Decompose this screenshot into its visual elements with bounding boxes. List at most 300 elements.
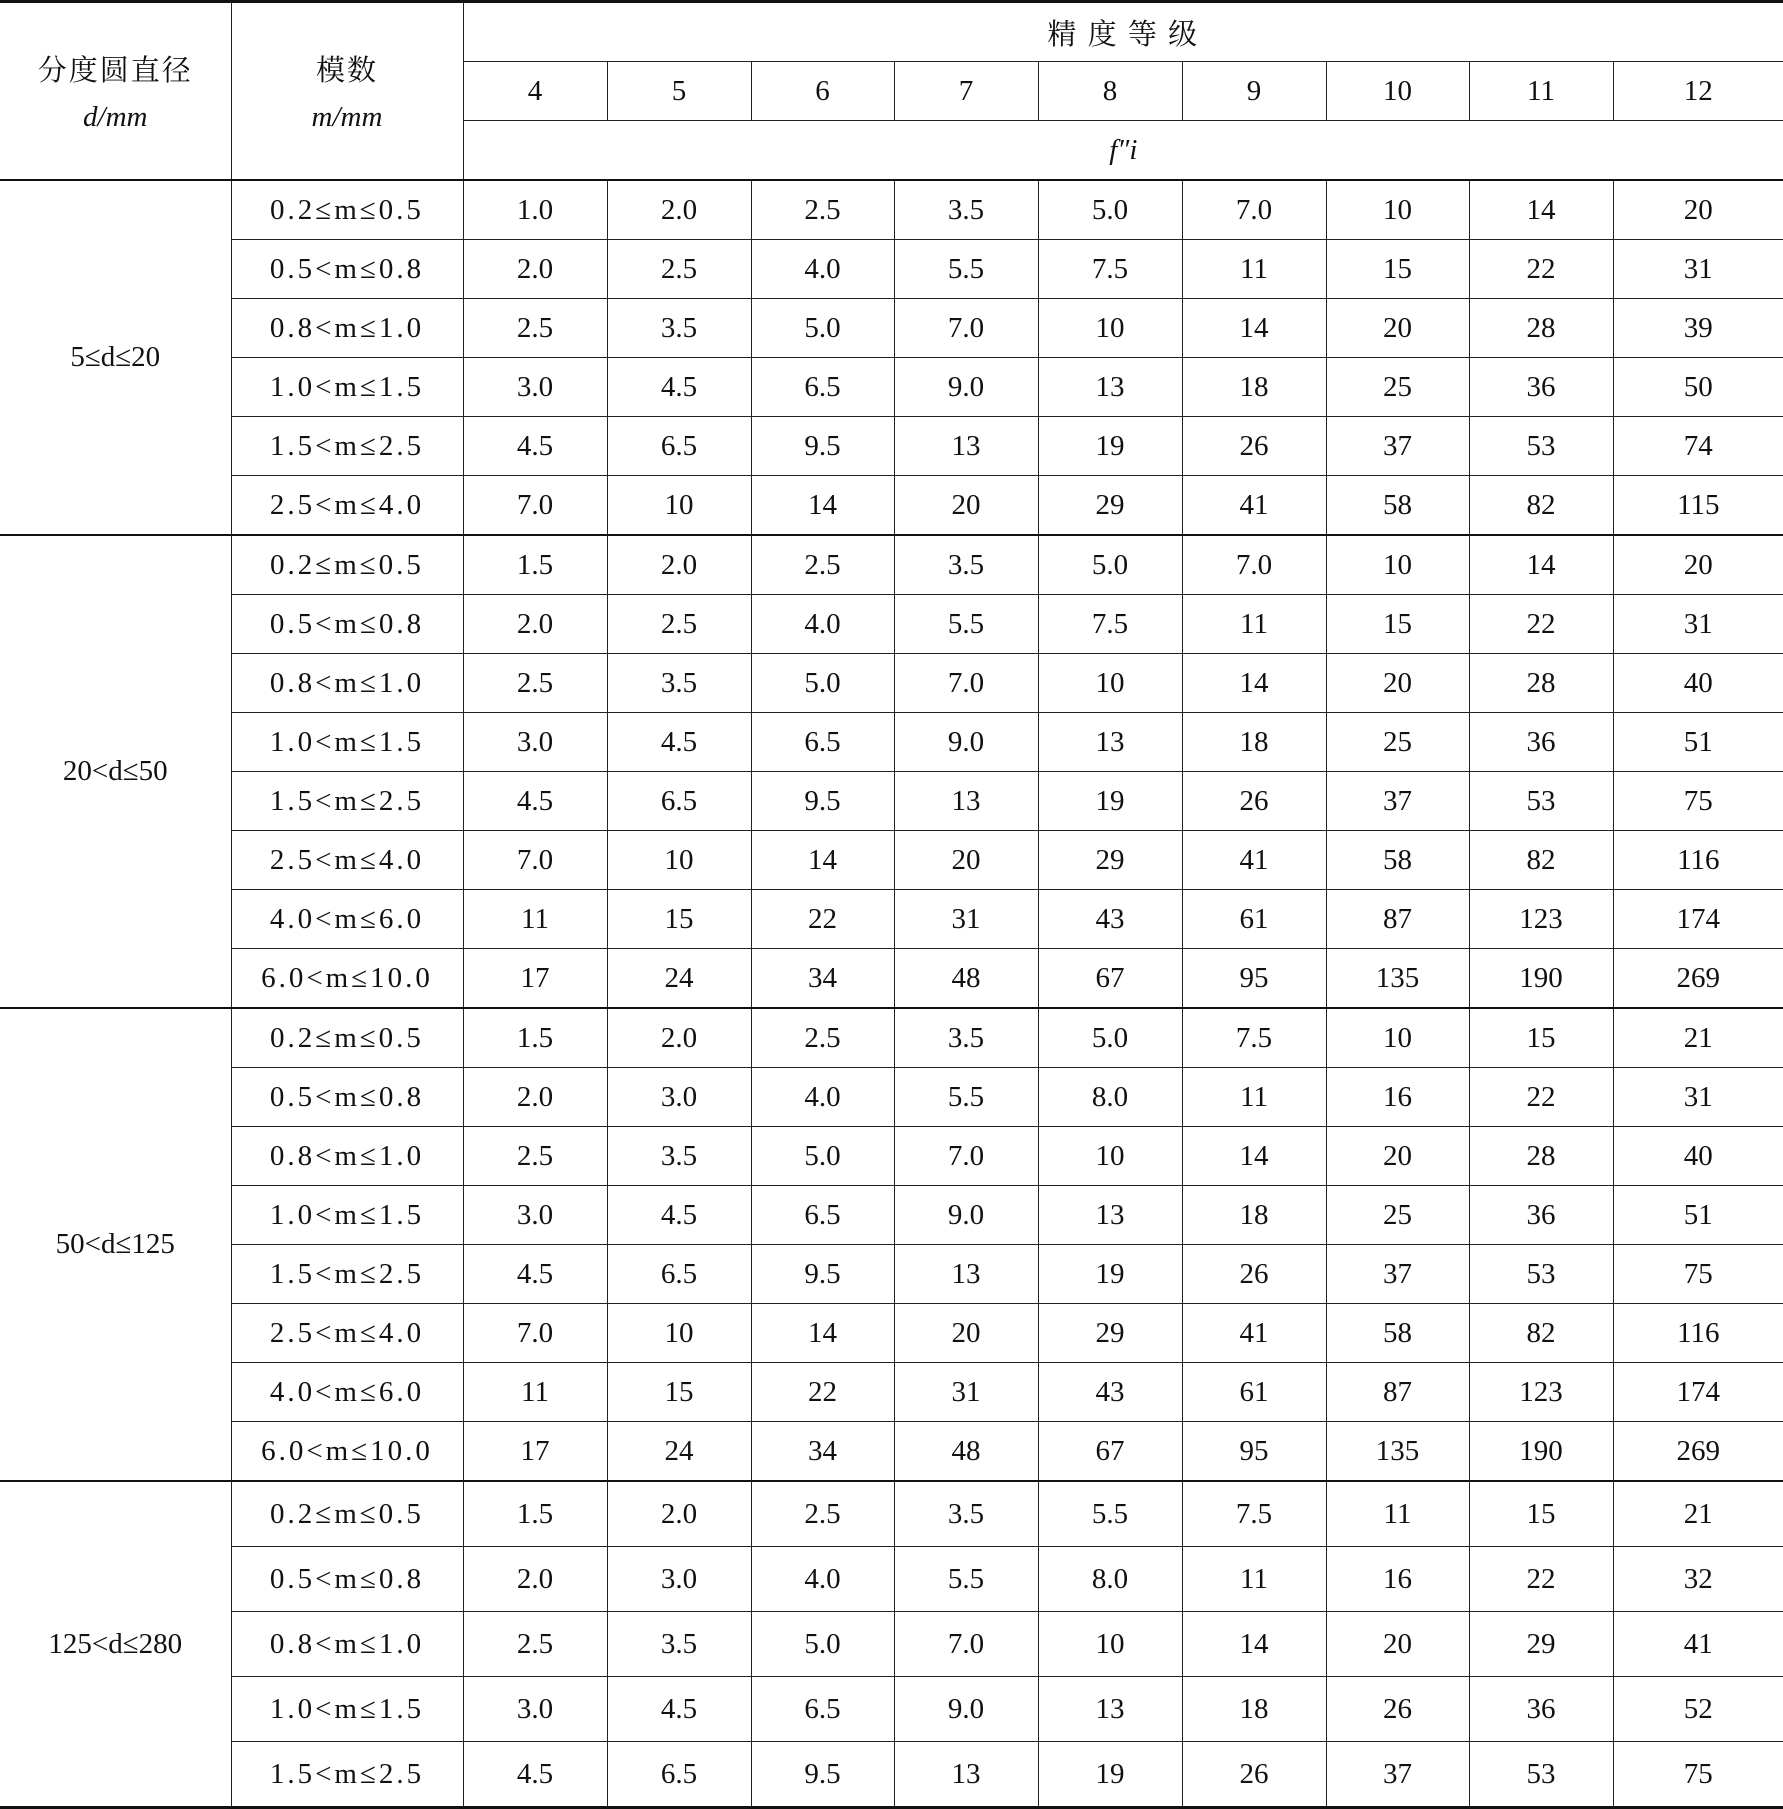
value-cell: 1.5: [463, 1481, 607, 1547]
value-cell: 10: [1326, 535, 1469, 595]
value-cell: 61: [1182, 890, 1326, 949]
value-cell: 4.0: [751, 240, 894, 299]
value-cell: 2.5: [607, 595, 751, 654]
value-cell: 58: [1326, 476, 1469, 536]
value-cell: 4.5: [607, 1186, 751, 1245]
value-cell: 10: [1038, 299, 1182, 358]
table-row: [0, 595, 1783, 654]
value-cell: 39: [1613, 299, 1783, 358]
table-row: [0, 1245, 1783, 1304]
value-cell: 41: [1182, 476, 1326, 536]
value-cell: 2.0: [463, 1068, 607, 1127]
value-cell: 6.5: [751, 1186, 894, 1245]
value-cell: 1.0: [463, 180, 607, 240]
value-cell: 3.5: [607, 1612, 751, 1677]
module-range: 0.2≤m≤0.5: [231, 180, 463, 240]
value-cell: 3.5: [607, 654, 751, 713]
value-cell: 135: [1326, 949, 1469, 1009]
table-row: [0, 1068, 1783, 1127]
value-cell: 18: [1182, 358, 1326, 417]
value-cell: 4.0: [751, 595, 894, 654]
value-cell: 5.5: [894, 595, 1038, 654]
value-cell: 4.5: [607, 358, 751, 417]
value-cell: 2.0: [463, 595, 607, 654]
diameter-range: 125<d≤280: [0, 1481, 231, 1808]
table-row: [0, 1481, 1783, 1547]
value-cell: 37: [1326, 417, 1469, 476]
value-cell: 10: [1038, 1612, 1182, 1677]
value-cell: 9.0: [894, 713, 1038, 772]
value-cell: 29: [1038, 831, 1182, 890]
value-cell: 2.0: [463, 1547, 607, 1612]
grade-11: 11: [1469, 62, 1613, 121]
value-cell: 3.5: [894, 535, 1038, 595]
value-cell: 95: [1182, 949, 1326, 1009]
table-row: [0, 180, 1783, 240]
value-cell: 2.0: [607, 535, 751, 595]
value-cell: 174: [1613, 890, 1783, 949]
value-cell: 11: [1326, 1481, 1469, 1547]
value-cell: 6.5: [751, 713, 894, 772]
value-cell: 2.5: [751, 1481, 894, 1547]
value-cell: 19: [1038, 1742, 1182, 1808]
module-range: 2.5<m≤4.0: [231, 1304, 463, 1363]
value-cell: 15: [1469, 1008, 1613, 1068]
table-row: [0, 1008, 1783, 1068]
value-cell: 36: [1469, 1186, 1613, 1245]
value-cell: 20: [1613, 180, 1783, 240]
value-cell: 2.0: [607, 1481, 751, 1547]
value-cell: 82: [1469, 476, 1613, 536]
value-cell: 29: [1038, 476, 1182, 536]
value-cell: 7.5: [1182, 1481, 1326, 1547]
value-cell: 20: [1613, 535, 1783, 595]
value-cell: 31: [894, 1363, 1038, 1422]
module-range: 0.2≤m≤0.5: [231, 1008, 463, 1068]
value-cell: 2.5: [607, 240, 751, 299]
value-cell: 135: [1326, 1422, 1469, 1482]
value-cell: 9.5: [751, 772, 894, 831]
value-cell: 14: [751, 476, 894, 536]
value-cell: 16: [1326, 1547, 1469, 1612]
value-cell: 9.0: [894, 1677, 1038, 1742]
grade-7: 7: [894, 62, 1038, 121]
value-cell: 14: [1182, 1127, 1326, 1186]
value-cell: 34: [751, 1422, 894, 1482]
value-cell: 53: [1469, 1742, 1613, 1808]
table-row: [0, 949, 1783, 1009]
value-cell: 7.0: [1182, 180, 1326, 240]
value-cell: 16: [1326, 1068, 1469, 1127]
module-range: 0.8<m≤1.0: [231, 654, 463, 713]
table-row: [0, 1742, 1783, 1808]
value-cell: 20: [1326, 1127, 1469, 1186]
value-cell: 14: [1182, 1612, 1326, 1677]
module-range: 2.5<m≤4.0: [231, 831, 463, 890]
value-cell: 15: [1326, 595, 1469, 654]
module-range: 2.5<m≤4.0: [231, 476, 463, 536]
value-cell: 3.5: [607, 299, 751, 358]
grade-5: 5: [607, 62, 751, 121]
table-row: [0, 1422, 1783, 1482]
value-cell: 2.0: [607, 1008, 751, 1068]
value-cell: 53: [1469, 772, 1613, 831]
value-cell: 7.0: [894, 1612, 1038, 1677]
value-cell: 48: [894, 1422, 1038, 1482]
diameter-range: 20<d≤50: [0, 535, 231, 1008]
value-cell: 14: [1182, 299, 1326, 358]
value-cell: 15: [1326, 240, 1469, 299]
value-cell: 24: [607, 949, 751, 1009]
value-cell: 2.5: [751, 180, 894, 240]
value-cell: 3.5: [607, 1127, 751, 1186]
value-cell: 13: [1038, 713, 1182, 772]
value-cell: 5.5: [894, 1068, 1038, 1127]
value-cell: 5.0: [751, 654, 894, 713]
value-cell: 11: [463, 1363, 607, 1422]
value-cell: 3.0: [607, 1547, 751, 1612]
table-row: [0, 890, 1783, 949]
value-cell: 11: [1182, 595, 1326, 654]
value-cell: 14: [751, 1304, 894, 1363]
value-cell: 26: [1182, 417, 1326, 476]
value-cell: 6.5: [751, 358, 894, 417]
value-cell: 36: [1469, 713, 1613, 772]
value-cell: 3.5: [894, 1481, 1038, 1547]
table-row: [0, 476, 1783, 536]
value-cell: 15: [607, 890, 751, 949]
value-cell: 6.5: [607, 417, 751, 476]
value-cell: 1.5: [463, 535, 607, 595]
value-cell: 190: [1469, 1422, 1613, 1482]
value-cell: 3.5: [894, 180, 1038, 240]
value-cell: 3.0: [463, 713, 607, 772]
value-cell: 29: [1469, 1612, 1613, 1677]
module-range: 0.8<m≤1.0: [231, 299, 463, 358]
module-range: 4.0<m≤6.0: [231, 1363, 463, 1422]
value-cell: 52: [1613, 1677, 1783, 1742]
value-cell: 269: [1613, 949, 1783, 1009]
value-cell: 116: [1613, 1304, 1783, 1363]
module-range: 1.0<m≤1.5: [231, 1186, 463, 1245]
value-cell: 10: [1326, 1008, 1469, 1068]
value-cell: 82: [1469, 1304, 1613, 1363]
value-cell: 37: [1326, 1245, 1469, 1304]
header-grade: 精 度 等 级: [463, 2, 1783, 62]
value-cell: 3.0: [463, 1186, 607, 1245]
value-cell: 25: [1326, 1186, 1469, 1245]
value-cell: 11: [1182, 240, 1326, 299]
value-cell: 51: [1613, 1186, 1783, 1245]
value-cell: 17: [463, 949, 607, 1009]
value-cell: 48: [894, 949, 1038, 1009]
header-diameter: [0, 2, 231, 181]
value-cell: 53: [1469, 1245, 1613, 1304]
table-row: [0, 772, 1783, 831]
module-range: 1.0<m≤1.5: [231, 358, 463, 417]
diameter-range: 5≤d≤20: [0, 180, 231, 535]
value-cell: 13: [1038, 358, 1182, 417]
value-cell: 61: [1182, 1363, 1326, 1422]
value-cell: 7.0: [463, 1304, 607, 1363]
module-range: 1.5<m≤2.5: [231, 417, 463, 476]
table-row: [0, 417, 1783, 476]
module-range: 1.0<m≤1.5: [231, 713, 463, 772]
value-cell: 2.5: [463, 299, 607, 358]
table-row: [0, 240, 1783, 299]
value-cell: 10: [607, 831, 751, 890]
value-cell: 9.0: [894, 358, 1038, 417]
value-cell: 28: [1469, 1127, 1613, 1186]
value-cell: 10: [1326, 180, 1469, 240]
value-cell: 95: [1182, 1422, 1326, 1482]
value-cell: 20: [1326, 654, 1469, 713]
value-cell: 11: [1182, 1068, 1326, 1127]
value-cell: 37: [1326, 1742, 1469, 1808]
header-diameter-unit: d/mm: [83, 101, 148, 133]
module-range: 1.0<m≤1.5: [231, 1677, 463, 1742]
value-cell: 26: [1182, 1245, 1326, 1304]
value-cell: 13: [894, 772, 1038, 831]
value-cell: 19: [1038, 772, 1182, 831]
value-cell: 3.5: [894, 1008, 1038, 1068]
value-cell: 11: [463, 890, 607, 949]
value-cell: 14: [751, 831, 894, 890]
value-cell: 123: [1469, 1363, 1613, 1422]
header-symbol: f″i: [463, 121, 1783, 181]
value-cell: 190: [1469, 949, 1613, 1009]
value-cell: 87: [1326, 890, 1469, 949]
value-cell: 17: [463, 1422, 607, 1482]
value-cell: 5.0: [751, 1612, 894, 1677]
value-cell: 43: [1038, 890, 1182, 949]
module-range: 0.2≤m≤0.5: [231, 535, 463, 595]
value-cell: 7.0: [463, 476, 607, 536]
value-cell: 28: [1469, 654, 1613, 713]
grade-10: 10: [1326, 62, 1469, 121]
value-cell: 31: [894, 890, 1038, 949]
grade-8: 8: [1038, 62, 1182, 121]
value-cell: 22: [751, 890, 894, 949]
value-cell: 7.5: [1038, 595, 1182, 654]
value-cell: 4.5: [463, 772, 607, 831]
value-cell: 22: [1469, 595, 1613, 654]
value-cell: 2.0: [607, 180, 751, 240]
value-cell: 20: [894, 1304, 1038, 1363]
table-row: [0, 654, 1783, 713]
value-cell: 22: [751, 1363, 894, 1422]
grade-4: 4: [463, 62, 607, 121]
value-cell: 4.5: [463, 417, 607, 476]
module-range: 1.5<m≤2.5: [231, 1245, 463, 1304]
module-range: 0.5<m≤0.8: [231, 1068, 463, 1127]
value-cell: 13: [1038, 1677, 1182, 1742]
value-cell: 7.0: [894, 299, 1038, 358]
value-cell: 2.5: [751, 535, 894, 595]
value-cell: 2.5: [463, 654, 607, 713]
value-cell: 5.0: [1038, 180, 1182, 240]
value-cell: 32: [1613, 1547, 1783, 1612]
value-cell: 40: [1613, 1127, 1783, 1186]
value-cell: 269: [1613, 1422, 1783, 1482]
value-cell: 20: [1326, 299, 1469, 358]
value-cell: 19: [1038, 1245, 1182, 1304]
value-cell: 75: [1613, 1245, 1783, 1304]
value-cell: 36: [1469, 358, 1613, 417]
value-cell: 36: [1469, 1677, 1613, 1742]
grade-6: 6: [751, 62, 894, 121]
module-range: 0.8<m≤1.0: [231, 1612, 463, 1677]
value-cell: 41: [1613, 1612, 1783, 1677]
value-cell: 14: [1469, 180, 1613, 240]
value-cell: 21: [1613, 1481, 1783, 1547]
value-cell: 5.5: [894, 1547, 1038, 1612]
table-row: [0, 1363, 1783, 1422]
value-cell: 34: [751, 949, 894, 1009]
value-cell: 7.5: [1182, 1008, 1326, 1068]
value-cell: 4.5: [463, 1245, 607, 1304]
value-cell: 74: [1613, 417, 1783, 476]
value-cell: 9.5: [751, 1245, 894, 1304]
value-cell: 26: [1182, 1742, 1326, 1808]
table-row: [0, 535, 1783, 595]
value-cell: 7.5: [1038, 240, 1182, 299]
value-cell: 6.5: [751, 1677, 894, 1742]
value-cell: 28: [1469, 299, 1613, 358]
module-range: 0.2≤m≤0.5: [231, 1481, 463, 1547]
value-cell: 13: [894, 1742, 1038, 1808]
value-cell: 10: [607, 476, 751, 536]
value-cell: 18: [1182, 713, 1326, 772]
table-row: [0, 358, 1783, 417]
value-cell: 14: [1182, 654, 1326, 713]
value-cell: 174: [1613, 1363, 1783, 1422]
value-cell: 20: [894, 476, 1038, 536]
value-cell: 9.5: [751, 1742, 894, 1808]
value-cell: 40: [1613, 654, 1783, 713]
module-range: 4.0<m≤6.0: [231, 890, 463, 949]
value-cell: 24: [607, 1422, 751, 1482]
value-cell: 10: [1038, 1127, 1182, 1186]
value-cell: 75: [1613, 1742, 1783, 1808]
module-range: 6.0<m≤10.0: [231, 949, 463, 1009]
table-row: [0, 831, 1783, 890]
header-module: [231, 2, 463, 181]
value-cell: 31: [1613, 1068, 1783, 1127]
value-cell: 15: [607, 1363, 751, 1422]
value-cell: 4.5: [607, 713, 751, 772]
header-module-unit: m/mm: [311, 101, 383, 133]
module-range: 0.5<m≤0.8: [231, 595, 463, 654]
value-cell: 7.0: [894, 654, 1038, 713]
module-range: 0.5<m≤0.8: [231, 240, 463, 299]
header-module-label: 模数: [315, 55, 378, 87]
value-cell: 41: [1182, 1304, 1326, 1363]
value-cell: 4.0: [751, 1068, 894, 1127]
header-row-1: [0, 2, 1783, 62]
value-cell: 14: [1469, 535, 1613, 595]
value-cell: 82: [1469, 831, 1613, 890]
value-cell: 1.5: [463, 1008, 607, 1068]
value-cell: 5.5: [894, 240, 1038, 299]
table-row: [0, 1304, 1783, 1363]
value-cell: 115: [1613, 476, 1783, 536]
table-row: [0, 1547, 1783, 1612]
value-cell: 2.0: [463, 240, 607, 299]
value-cell: 2.5: [751, 1008, 894, 1068]
value-cell: 87: [1326, 1363, 1469, 1422]
value-cell: 7.0: [1182, 535, 1326, 595]
value-cell: 50: [1613, 358, 1783, 417]
value-cell: 37: [1326, 772, 1469, 831]
value-cell: 22: [1469, 1547, 1613, 1612]
value-cell: 53: [1469, 417, 1613, 476]
value-cell: 26: [1182, 772, 1326, 831]
value-cell: 5.0: [751, 1127, 894, 1186]
value-cell: 116: [1613, 831, 1783, 890]
value-cell: 67: [1038, 949, 1182, 1009]
value-cell: 29: [1038, 1304, 1182, 1363]
value-cell: 51: [1613, 713, 1783, 772]
value-cell: 26: [1326, 1677, 1469, 1742]
value-cell: 7.0: [463, 831, 607, 890]
value-cell: 3.0: [607, 1068, 751, 1127]
value-cell: 13: [1038, 1186, 1182, 1245]
value-cell: 8.0: [1038, 1068, 1182, 1127]
value-cell: 4.0: [751, 1547, 894, 1612]
value-cell: 13: [894, 417, 1038, 476]
value-cell: 31: [1613, 595, 1783, 654]
diameter-range: 50<d≤125: [0, 1008, 231, 1481]
value-cell: 8.0: [1038, 1547, 1182, 1612]
value-cell: 5.0: [1038, 535, 1182, 595]
module-range: 6.0<m≤10.0: [231, 1422, 463, 1482]
value-cell: 22: [1469, 1068, 1613, 1127]
value-cell: 75: [1613, 772, 1783, 831]
grade-12: 12: [1613, 62, 1783, 121]
value-cell: 4.5: [607, 1677, 751, 1742]
module-range: 1.5<m≤2.5: [231, 772, 463, 831]
value-cell: 25: [1326, 713, 1469, 772]
value-cell: 6.5: [607, 1245, 751, 1304]
value-cell: 67: [1038, 1422, 1182, 1482]
value-cell: 9.0: [894, 1186, 1038, 1245]
value-cell: 58: [1326, 1304, 1469, 1363]
value-cell: 18: [1182, 1186, 1326, 1245]
value-cell: 13: [894, 1245, 1038, 1304]
value-cell: 20: [894, 831, 1038, 890]
module-range: 1.5<m≤2.5: [231, 1742, 463, 1808]
value-cell: 20: [1326, 1612, 1469, 1677]
table-row: [0, 713, 1783, 772]
value-cell: 9.5: [751, 417, 894, 476]
value-cell: 7.0: [894, 1127, 1038, 1186]
value-cell: 11: [1182, 1547, 1326, 1612]
value-cell: 15: [1469, 1481, 1613, 1547]
value-cell: 6.5: [607, 1742, 751, 1808]
value-cell: 10: [607, 1304, 751, 1363]
header-diameter-label: 分度圆直径: [37, 55, 193, 87]
value-cell: 2.5: [463, 1612, 607, 1677]
value-cell: 5.0: [1038, 1008, 1182, 1068]
value-cell: 4.5: [463, 1742, 607, 1808]
value-cell: 2.5: [463, 1127, 607, 1186]
value-cell: 21: [1613, 1008, 1783, 1068]
grade-9: 9: [1182, 62, 1326, 121]
value-cell: 6.5: [607, 772, 751, 831]
value-cell: 58: [1326, 831, 1469, 890]
value-cell: 5.5: [1038, 1481, 1182, 1547]
